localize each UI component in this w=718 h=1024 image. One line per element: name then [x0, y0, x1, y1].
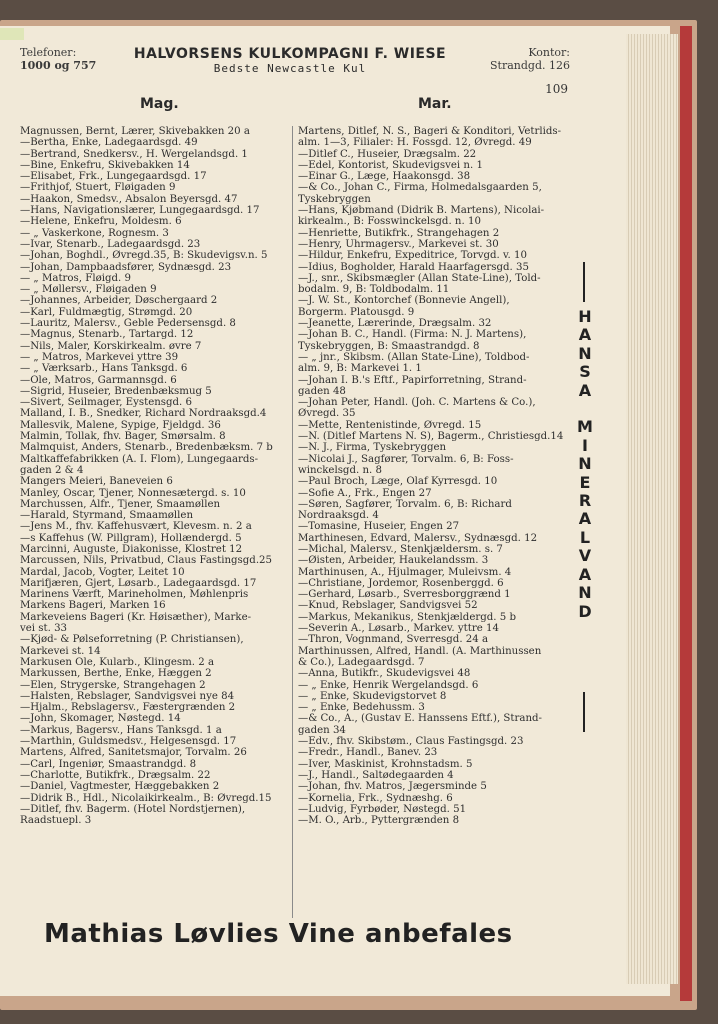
side-advert-letter: R — [578, 491, 592, 511]
directory-entry: —Ditlef, fhv. Bagerm. (Hotel Nordstjernen), — [20, 803, 246, 815]
directory-entry: Marchussen, Alfr., Tjener, Smaamøllen — [20, 498, 221, 510]
directory-entry: —Edel, Kontorist, Skudevigsvei n. 1 — [298, 159, 483, 171]
header-subtitle: Bedste Newcastle Kul — [213, 62, 367, 75]
directory-entry: —Bertrand, Snedkersv., H. Wergelandsgd. 1 — [20, 148, 248, 160]
directory-entry: — „ Værksarb., Hans Tanksgd. 6 — [20, 363, 188, 375]
directory-entry: winckelsgd. n. 8 — [298, 464, 382, 476]
directory-entry: —Didrik B., Hdl., Nicolaikirkealm., B: Øvregd.15 — [20, 792, 272, 804]
directory-entry: Maltkaffefabrikken (A. I. Flom), Lungegaards- — [20, 453, 259, 465]
directory-entry: gaden 34 — [298, 724, 346, 736]
directory-entry: —Nicolai J., Sagfører, Torvalm. 6, B: Foss- — [298, 453, 514, 465]
directory-entry: Raadstuepl. 3 — [20, 815, 92, 827]
directory-entry: & Co.), Ladegaardsgd. 7 — [298, 656, 425, 668]
telephone-number: 1000 og 757 — [20, 59, 97, 72]
directory-entry: gaden 48 — [298, 385, 346, 397]
directory-entry: —Johan B. C., Handl. (Firma: N. J. Martens), — [298, 329, 527, 341]
directory-entry: —& Co., Johan C., Firma, Holmedalsgaarden 5, — [298, 182, 542, 194]
directory-entry: —J., Handl., Saltødegaarden 4 — [298, 769, 454, 781]
directory-entry: — „ Enke, Skudevigstorvet 8 — [298, 690, 447, 702]
directory-entry: —Jeanette, Lærerinde, Drægsalm. 32 — [298, 318, 492, 330]
directory-entry: —Frithjof, Stuert, Fløigaden 9 — [20, 182, 176, 194]
directory-entry: —Helene, Enkefru, Moldesm. 6 — [20, 216, 182, 228]
directory-entry: —Michal, Malersv., Stenkjældersm. s. 7 — [298, 543, 503, 555]
directory-entry: Martens, Ditlef, N. S., Bageri & Konditori, Vetrlids- — [298, 126, 562, 137]
directory-entry: — „ Matros, Markevei yttre 39 — [20, 351, 179, 363]
directory-entry: —N. (Ditlef Martens N. S), Bagerm., Christiesgd.14 — [298, 431, 564, 443]
directory-entry: —Hildur, Enkefru, Expeditrice, Torvgd. v. 10 — [298, 250, 527, 262]
side-advert-letter — [574, 400, 596, 418]
directory-entry: Markevei st. 14 — [20, 645, 101, 657]
directory-entry: gaden 2 & 4 — [20, 464, 84, 476]
directory-entry: — „ Møllersv., Fløigaden 9 — [20, 284, 157, 296]
directory-entry: alm. 1—3, Filialer: H. Fossgd. 12, Øvregd. 49 — [298, 137, 532, 149]
directory-entry: kirkealm., B: Fosswinckelsgd. n. 10 — [298, 216, 481, 228]
directory-entry: —Bertha, Enke, Ladegaardsgd. 49 — [20, 137, 198, 149]
directory-entry: —Markus, Mekanikus, Stenkjældergd. 5 b — [298, 611, 516, 623]
directory-entry: Marcussen, Nils, Privatbud, Claus Fastingsgd.25 — [20, 555, 273, 567]
directory-entry: —Øisten, Arbeider, Haukelandssm. 3 — [298, 555, 489, 567]
directory-entry: Øvregd. 35 — [298, 408, 356, 420]
directory-entry: —Hans, Kjøbmand (Didrik B. Martens), Nicolai- — [298, 205, 545, 217]
directory-entry: —Søren, Sagfører, Torvalm. 6, B: Richard — [298, 498, 512, 510]
directory-entry: —J. W. St., Kontorchef (Bonnevie Angell), — [298, 295, 510, 307]
side-advert-letter: E — [579, 472, 591, 492]
directory-entry: Tyskebryggen — [298, 193, 371, 205]
directory-entry: —Idius, Bogholder, Harald Haarfagersgd. 35 — [298, 261, 529, 273]
directory-entry: —Daniel, Vagtmester, Hæggebakken 2 — [20, 781, 220, 793]
directory-entry: —Anna, Butikfr., Skudevigsvei 48 — [298, 668, 471, 680]
header-office — [480, 46, 570, 72]
directory-entry: —Severin A., Løsarb., Markev. yttre 14 — [298, 623, 499, 635]
directory-entry: —Henry, Uhrmagersv., Markevei st. 30 — [298, 238, 499, 250]
directory-entry: —Ludvig, Fyrbøder, Nøstegd. 51 — [298, 803, 467, 815]
directory-entry: —Knud, Rebslager, Sandvigsvei 52 — [298, 600, 478, 612]
directory-entry: —Johannes, Arbeider, Døschergaard 2 — [20, 295, 218, 307]
header-telephone — [20, 46, 96, 72]
side-advert-letter: L — [579, 527, 591, 547]
directory-entry: —Nils, Maler, Korskirkealm. øvre 7 — [20, 340, 202, 352]
directory-entry: — „ Enke, Bedehussm. 3 — [298, 702, 425, 714]
side-advert-bar-top — [583, 262, 585, 302]
side-advert — [574, 262, 596, 732]
directory-entry: —Johan, Dampbaadsfører, Sydnæsgd. 23 — [20, 261, 232, 273]
directory-entry: Markeveiens Bageri (Kr. Høisæther), Marke- — [20, 611, 252, 623]
directory-entry: —Markus, Bagersv., Hans Tanksgd. 1 a — [20, 724, 222, 736]
header-advert — [120, 46, 460, 75]
directory-entry: Borgerm. Platousgd. 9 — [298, 306, 415, 318]
directory-entry: —J., snr., Skibsmægler (Allan State-Line), Told- — [298, 272, 541, 284]
side-advert-letter: A — [578, 325, 592, 345]
office-address: Strandgd. 126 — [490, 59, 570, 72]
directory-entry: Mardal, Jacob, Vogter, Leitet 10 — [20, 566, 185, 578]
directory-entry: —Ivar, Stenarb., Ladegaardsgd. 23 — [20, 238, 201, 250]
directory-entry: —Marthin, Guldsmedsv., Helgesensgd. 17 — [20, 736, 237, 748]
directory-entry: —Magnus, Stenarb., Tartargd. 12 — [20, 329, 194, 341]
directory-entry: vei st. 33 — [20, 623, 68, 635]
directory-entry: Magnussen, Bernt, Lærer, Skivebakken 20 a — [20, 126, 250, 137]
directory-entry: —Tomasine, Huseier, Engen 27 — [298, 521, 460, 533]
header-title: HALVORSENS KULKOMPAGNI F. WIESE — [133, 46, 447, 62]
left-column-head: Mag. — [140, 96, 179, 112]
directory-entry: —Johan Peter, Handl. (Joh. C. Martens & Co.), — [298, 397, 536, 409]
office-label: Kontor: — [528, 46, 570, 59]
side-advert-letter: S — [579, 362, 591, 382]
side-advert-letter: N — [578, 343, 592, 363]
left-column-entries — [20, 126, 292, 826]
directory-entry: —Henriette, Butikfrk., Strangehagen 2 — [298, 227, 500, 239]
side-advert-letter: A — [578, 380, 592, 400]
directory-entry: Marcinni, Auguste, Diakonisse, Klostret 12 — [20, 543, 243, 555]
directory-entry: —Thron, Vognmand, Sverresgd. 24 a — [298, 634, 489, 646]
directory-entry: Malmquist, Anders, Stenarb., Bredenbæksm. 7 b — [20, 442, 273, 454]
right-column-head: Mar. — [418, 96, 452, 112]
side-advert-letter: V — [578, 546, 592, 566]
directory-entry: bodalm. 9, B: Toldbodalm. 11 — [298, 284, 450, 296]
directory-entry: —Bine, Enkefru, Skivebakken 14 — [20, 159, 190, 171]
directory-entry: Martens, Alfred, Sanitetsmajor, Torvalm. 26 — [20, 747, 247, 759]
directory-entry: — „ Vaskerkone, Rognesm. 3 — [20, 227, 169, 239]
directory-entry: Mallesvik, Malene, Sypige, Fjeldgd. 36 — [20, 419, 221, 431]
directory-entry: —Halsten, Rebslager, Sandvigsvei nye 84 — [20, 690, 235, 702]
directory-entry: —Iver, Maskinist, Krohnstadsm. 5 — [298, 758, 473, 770]
directory-entry: —Karl, Fuldmægtig, Strømgd. 20 — [20, 306, 193, 318]
directory-entry: alm. 9, B: Markevei 1. 1 — [298, 363, 422, 375]
directory-entry: Markussen, Berthe, Enke, Hæggen 2 — [20, 668, 212, 680]
directory-entry: —Sofie A., Frk., Engen 27 — [298, 487, 432, 499]
side-advert-text — [574, 308, 596, 621]
directory-entry: Malland, I. B., Snedker, Richard Nordraaksgd.4 — [20, 408, 267, 420]
directory-entry: Tyskebryggen, B: Smaastrandgd. 8 — [298, 340, 480, 352]
directory-entry: —Johan, Boghdl., Øvregd.35, B: Skudevigsv.n. 5 — [20, 250, 268, 262]
directory-entry: —Charlotte, Butikfrk., Drægsalm. 22 — [20, 769, 211, 781]
directory-entry: Markusen Ole, Kularb., Klingesm. 2 a — [20, 656, 215, 668]
directory-entry: Mangers Meieri, Baneveien 6 — [20, 476, 173, 488]
telephone-label: Telefoner: — [20, 46, 77, 59]
directory-entry: —Hjalm., Rebslagersv., Fæstergrænden 2 — [20, 702, 236, 714]
directory-entry: — „ jnr., Skibsm. (Allan State-Line), Toldbod- — [298, 351, 530, 363]
footer-advert: Mathias Løvlies Vine anbefales — [44, 919, 513, 949]
page-number: 109 — [545, 82, 568, 96]
directory-entry: —s Kaffehus (W. Pillgram), Hollændergd. 5 — [20, 532, 242, 544]
directory-entry: — „ Enke, Henrik Wergelandsgd. 6 — [298, 679, 479, 691]
side-advert-letter: N — [578, 583, 592, 603]
directory-entry: —Carl, Ingeniør, Smaastrandgd. 8 — [20, 758, 197, 770]
column-divider — [292, 126, 293, 918]
directory-entry: —M. O., Arb., Pyttergrænden 8 — [298, 815, 460, 827]
side-advert-letter: H — [578, 307, 592, 326]
directory-entry: —& Co., A., (Gustav E. Hanssens Eftf.), Strand- — [298, 713, 542, 725]
directory-entry: Nordraaksgd. 4 — [298, 510, 379, 522]
side-advert-letter: D — [578, 601, 592, 621]
directory-entry: —Hans, Navigationslærer, Lungegaardsgd. 17 — [20, 205, 260, 217]
directory-entry: —Elen, Strygerske, Strangehagen 2 — [20, 679, 206, 691]
directory-entry: —Sivert, Seilmager, Eystensgd. 6 — [20, 397, 193, 409]
side-advert-letter: N — [578, 454, 592, 474]
directory-entry: Marthinesen, Edvard, Malersv., Sydnæsgd. 12 — [298, 532, 538, 544]
directory-entry: —Haakon, Smedsv., Absalon Beyersgd. 47 — [20, 193, 238, 205]
directory-entry: —Elisabet, Frk., Lungegaardsgd. 17 — [20, 171, 207, 183]
page-stack-edge — [626, 34, 678, 984]
directory-entry: —Ole, Matros, Garmannsgd. 6 — [20, 374, 177, 386]
directory-entry: — „ Matros, Fløigd. 9 — [20, 272, 131, 284]
directory-entry: —John, Skomager, Nøstegd. 14 — [20, 713, 181, 725]
directory-entry: —Johan I. B.'s Eftf., Papirforretning, Strand- — [298, 374, 527, 386]
directory-entry: —N. J., Firma, Tyskebryggen — [298, 442, 447, 454]
directory-entry: —Edv., fhv. Skibstøm., Claus Fastingsgd. 23 — [298, 736, 524, 748]
directory-entry: —Lauritz, Malersv., Geble Pedersensgd. 8 — [20, 318, 236, 330]
directory-entry: —Jens M., fhv. Kaffehusvært, Klevesm. n. 2 a — [20, 521, 252, 533]
directory-entry: —Harald, Styrmand, Smaamøllen — [20, 510, 194, 522]
directory-entry: —Sigrid, Huseier, Bredenbæksmug 5 — [20, 385, 212, 397]
directory-entry: Manley, Oscar, Tjener, Nonnesætergd. s. 10 — [20, 487, 246, 499]
directory-entry: —Christiane, Jordemor, Rosenberggd. 6 — [298, 577, 504, 589]
directory-entry: Marinens Værft, Marineholmen, Møhlenpris — [20, 589, 249, 601]
directory-entry: —Kornelia, Frk., Sydnæshg. 6 — [298, 792, 453, 804]
directory-entry: —Fredr., Handl., Banev. 23 — [298, 747, 438, 759]
directory-entry: Marthinussen, Alfred, Handl. (A. Marthinussen — [298, 645, 542, 657]
side-advert-letter: A — [578, 564, 592, 584]
directory-entry: —Paul Broch, Læge, Olaf Kyrresgd. 10 — [298, 476, 498, 488]
directory-entry: —Einar G., Læge, Haakonsgd. 38 — [298, 171, 471, 183]
book-cover-edge — [680, 26, 692, 1001]
directory-entry: Malmin, Tollak, fhv. Bager, Smørsalm. 8 — [20, 431, 226, 443]
directory-entry: —Gerhard, Løsarb., Sverresborggrænd 1 — [298, 589, 511, 601]
directory-entry: Marthinusen, A., Hjulmager, Muleivsm. 4 — [298, 566, 512, 578]
side-advert-letter: A — [578, 509, 592, 529]
bookmark-tab — [0, 28, 24, 40]
side-advert-letter: I — [582, 435, 588, 455]
directory-entry: —Mette, Rentenistinde, Øvregd. 15 — [298, 419, 482, 431]
directory-entry: Marifjæren, Gjert, Løsarb., Ladegaardsgd. 17 — [20, 577, 257, 589]
directory-entry: —Kjød- & Pølseforretning (P. Christiansen), — [20, 634, 244, 646]
directory-entry: —Johan, fhv. Matros, Jægersminde 5 — [298, 781, 487, 793]
directory-entry: —Ditlef C., Huseier, Drægsalm. 22 — [298, 148, 477, 160]
side-advert-bar-bottom — [583, 692, 585, 732]
side-advert-letter: M — [577, 417, 593, 437]
right-column-entries — [298, 126, 570, 826]
directory-entry: Markens Bageri, Marken 16 — [20, 600, 166, 612]
